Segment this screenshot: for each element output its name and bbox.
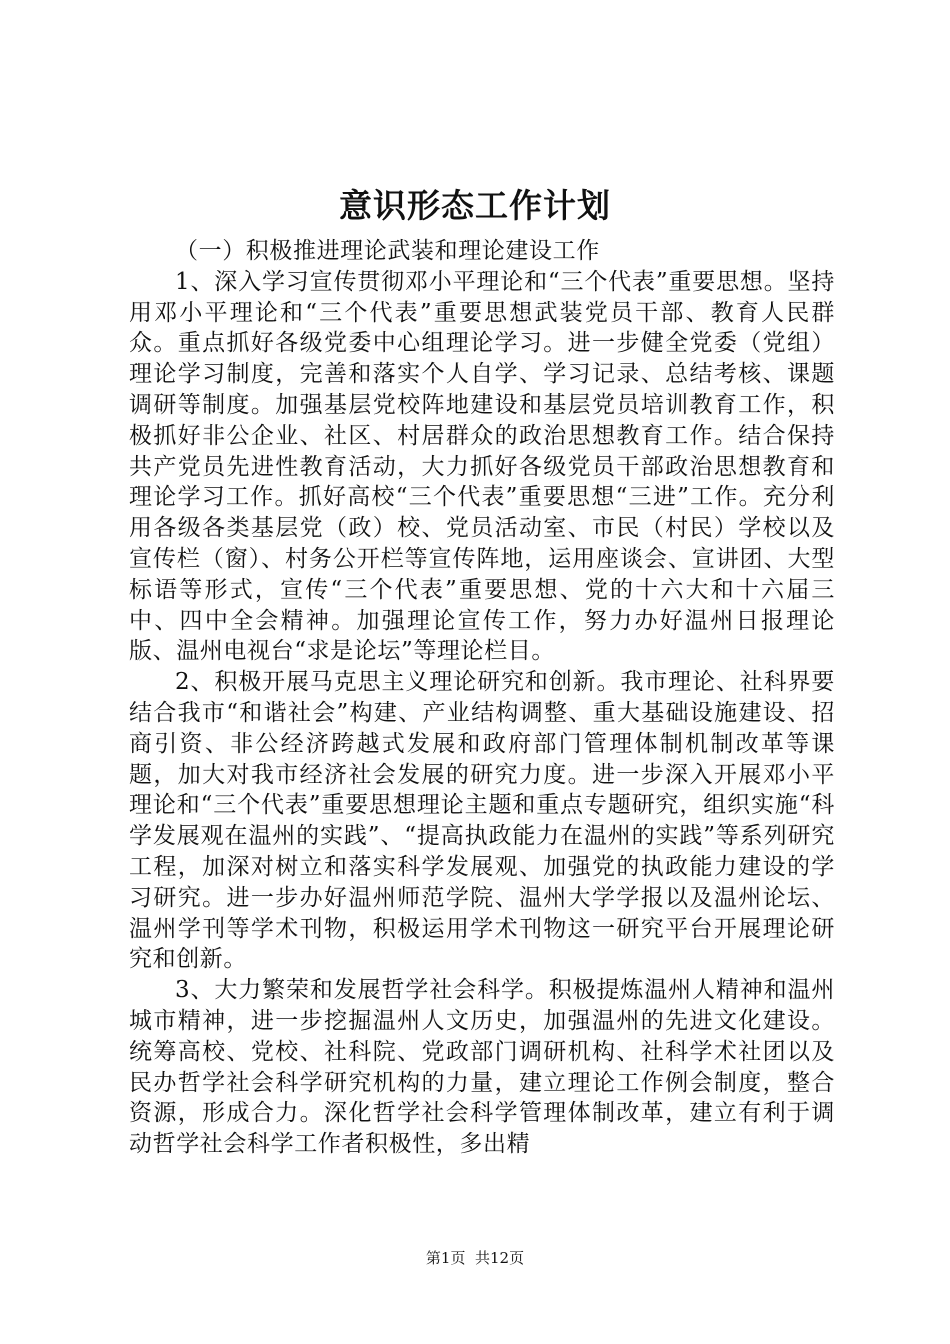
paragraph-2: 2、积极开展马克思主义理论研究和创新。我市理论、社科界要结合我市“和谐社会”构建、产业结构调整、重大基础设施建设、招商引资、非公经济跨越式发展和政府部门管理体制机制改革等课题，加大对我市经济社会发展的研究力度。进一步深入开展邓小平理论和“三个代表”重要思想理论主题和重点专题研究，组织实施“科学发展观在温州的实践”、“提高执政能力在温州的实践”等系列研究工程，加深对树立和落实科学发展观、加强党的执政能力建设的学习研究。进一步办好温州师范学院、温州大学学报以及温州论坛、温州学刊等学术刊物，积极运用学术刊物这一研究平台开展理论研究和创新。 (129, 669, 835, 973)
section-heading: （一）积极推进理论武装和理论建设工作 (175, 238, 600, 264)
paragraph-1: 1、深入学习宣传贯彻邓小平理论和“三个代表”重要思想。坚持用邓小平理论和“三个代表”重要思想武装党员干部、教育人民群众。重点抓好各级党委中心组理论学习。进一步健全党委（党组）理论学习制度，完善和落实个人自学、学习记录、总结考核、课题调研等制度。加强基层党校阵地建设和基层党员培训教育工作，积极抓好非公企业、社区、村居群众的政治思想教育工作。结合保持共产党员先进性教育活动，大力抓好各级党员干部政治思想教育和理论学习工作。抓好高校“三个代表”重要思想“三进”工作。充分利用各级各类基层党（政）校、党员活动室、市民（村民）学校以及宣传栏（窗）、村务公开栏等宣传阵地，运用座谈会、宣讲团、大型标语等形式，宣传“三个代表”重要思想、党的十六大和十六届三中、四中全会精神。加强理论宣传工作，努力办好温州日报理论版、温州电视台“求是论坛”等理论栏目。 (129, 268, 835, 665)
page-footer: 第1页 共12页 (425, 1249, 525, 1267)
paragraph-3: 3、大力繁荣和发展哲学社会科学。积极提炼温州人精神和温州城市精神，进一步挖掘温州人文历史，加强温州的先进文化建设。统筹高校、党校、社科院、党政部门调研机构、社科学术社团以及民办哲学社会科学研究机构的力量，建立理论工作例会制度，整合资源，形成合力。深化哲学社会科学管理体制改革，建立有利于调动哲学社会科学工作者积极性，多出精 (129, 977, 835, 1158)
document-body (129, 236, 835, 1160)
document-title: 意识形态工作计划 (339, 186, 611, 225)
